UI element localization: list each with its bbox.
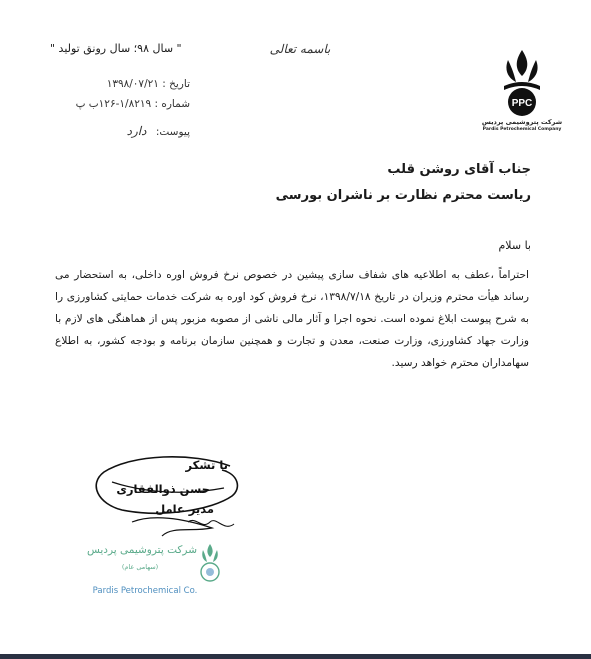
recipient-name: جناب آقای روشن قلب — [387, 162, 531, 177]
stamp-company-fa: شرکت پتروشیمی پردیس — [86, 544, 198, 556]
letter-number: شماره : ۱/۸۲۱۹-۱۲۶ب پ — [75, 98, 190, 110]
year-slogan: " سال ۹۸؛ سال رونق تولید " — [50, 42, 182, 55]
letter-body: احتراماً ،عطف به اطلاعیه های شفاف سازی پیشین در خصوص نرخ فروش اوره داخلی، به استحضار می رساند هیأت محترم وزیران در تاریخ ۱۳۹۸/۷/۱۸، نرخ فروش کود اوره به شرکت خدمات حمایتی کشاورزی را به شرح پیوست ابلاغ نموده است. نحوه اجرا و آثار مالی ناشی از مصوبه مزبور پس از هماهنگی های لازم با وزارت جهاد کشاورزی، وزارت صنعت، معدن و تجارت و همچنین سازمان برنامه و بودجه کشور، به اطلاع سهامداران محترم خواهد رسید. — [55, 269, 529, 369]
stamp-company-en: Pardis Petrochemical Co. — [92, 586, 198, 596]
logo-company-en: Pardis Petrochemical Company — [482, 127, 562, 132]
signatory-name: حسن ذوالفقاری — [116, 482, 210, 496]
recipient-block — [131, 157, 531, 209]
recipient-position: ریاست محترم نظارت بر ناشران بورسی — [275, 188, 531, 203]
signature-thanks: با تشکر — [185, 458, 228, 472]
company-logo — [474, 48, 570, 138]
flame-logo-icon — [474, 48, 570, 122]
stamp-company-type: (سهامی عام) — [121, 563, 159, 571]
bismillah-heading: باسمه تعالی — [269, 42, 331, 56]
stamp-logo-icon — [195, 542, 225, 590]
greeting: با سلام — [498, 239, 531, 252]
attachment-label: پیوست: — [155, 126, 190, 138]
logo-mark-text: PPC — [511, 98, 533, 109]
letter-attachment — [60, 124, 190, 138]
letter-date: تاریخ : ۱۳۹۸/۰۷/۲۱ — [106, 78, 190, 90]
logo-company-fa: شرکت پتروشیمی پردیس — [481, 118, 563, 126]
signatory-title: مدیر عامل — [155, 502, 214, 516]
attachment-value: دارد — [126, 124, 147, 138]
footer-bar — [0, 654, 591, 659]
